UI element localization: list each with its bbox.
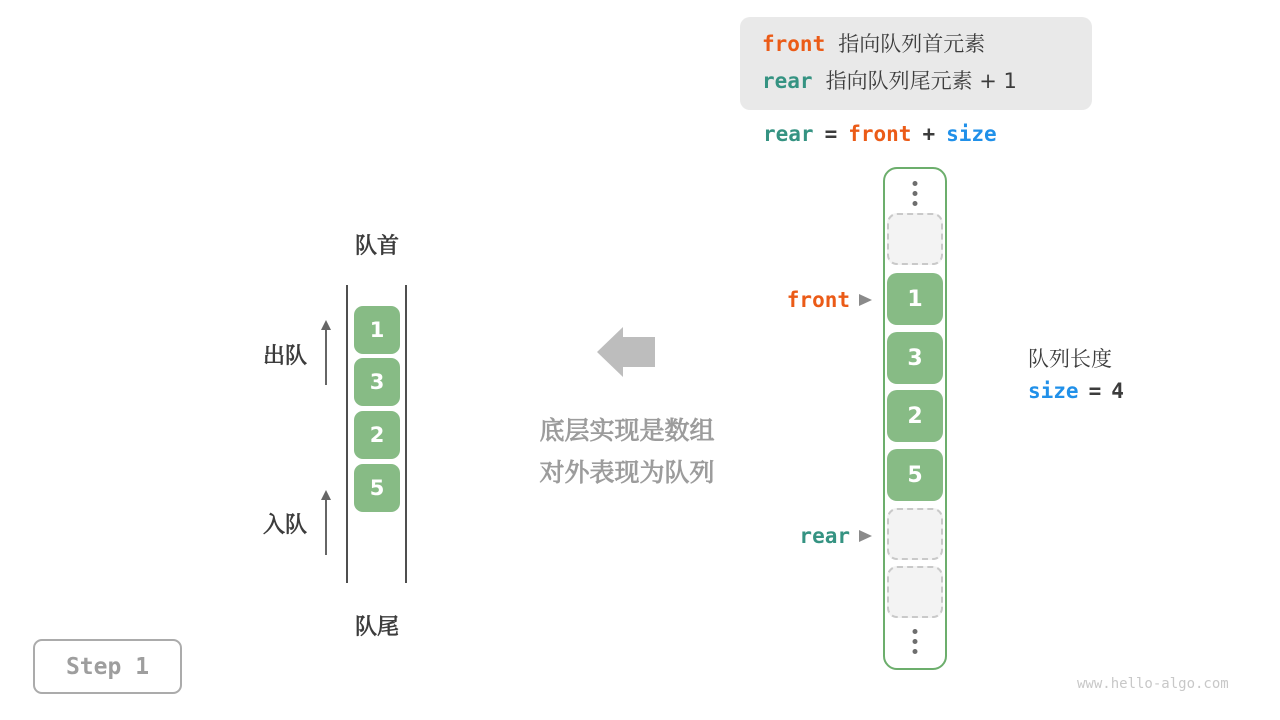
arrow-right-icon: [859, 294, 872, 306]
dot: [913, 201, 918, 206]
array-cell-value: 3: [887, 332, 943, 384]
array-cell-empty: [887, 213, 943, 265]
array-cell-empty-rear: [887, 508, 943, 560]
front-note-text: 指向队列首元素: [838, 32, 986, 56]
pointer-formula: [763, 122, 997, 146]
queue-head-label: 队首: [354, 234, 399, 259]
dot: [913, 191, 918, 196]
left-block-arrow-head: [597, 327, 623, 377]
size-keyword: size: [1028, 379, 1079, 403]
size-value: 4: [1111, 379, 1124, 403]
rear-pointer-label: rear: [799, 524, 850, 548]
enqueue-label: 入队: [262, 513, 307, 538]
arrow-right-icon: [859, 530, 872, 542]
queue-cell: 1: [354, 306, 400, 354]
left-block-arrow-icon: [597, 327, 655, 377]
dequeue-label: 出队: [262, 344, 307, 369]
formula-plus: +: [922, 122, 936, 146]
array-cell-empty: [887, 566, 943, 618]
dot: [913, 181, 918, 186]
size-equals: =: [1088, 379, 1102, 403]
formula-size: size: [946, 122, 997, 146]
rear-keyword: rear: [762, 69, 813, 93]
note-line-front: [762, 26, 1092, 63]
left-block-arrow-shaft: [623, 337, 655, 367]
caption-line2: 对外表现为队列: [539, 458, 715, 487]
dot: [913, 649, 918, 654]
dot: [913, 639, 918, 644]
front-pointer-label: front: [786, 288, 850, 312]
dequeue-arrow-icon: [325, 330, 327, 385]
enqueue-arrow-icon: [325, 500, 327, 555]
step-badge: [33, 639, 182, 694]
dot: [913, 629, 918, 634]
queue-cell: 2: [354, 411, 400, 459]
ellipsis-top: [913, 181, 918, 206]
array-cell-value: 1: [887, 273, 943, 325]
array-container: [883, 167, 947, 670]
rear-note-text: 指向队列尾元素 + 1: [825, 69, 1017, 93]
queue-wall-right: [405, 285, 407, 583]
queue-cell: 3: [354, 358, 400, 406]
array-cell-value: 5: [887, 449, 943, 501]
array-cell-value: 2: [887, 390, 943, 442]
step-label: Step 1: [65, 653, 150, 680]
formula-front: front: [848, 122, 912, 146]
formula-equals: =: [824, 122, 838, 146]
caption-line1: 底层实现是数组: [539, 416, 715, 445]
ellipsis-bottom: [913, 629, 918, 654]
front-pointer: [756, 287, 872, 313]
front-keyword: front: [762, 32, 826, 56]
pointer-note-box: [740, 17, 1092, 110]
queue-wall-left: [346, 285, 348, 583]
queue-tail-label: 队尾: [354, 615, 399, 640]
rear-pointer: [756, 523, 872, 549]
queue-length-line: [1028, 379, 1124, 403]
note-line-rear: [762, 63, 1092, 100]
watermark: www.hello-algo.com: [1077, 676, 1229, 692]
formula-rear: rear: [763, 122, 814, 146]
queue-length-title: 队列长度: [1028, 347, 1112, 371]
queue-cell: 5: [354, 464, 400, 512]
caption: [506, 410, 748, 494]
